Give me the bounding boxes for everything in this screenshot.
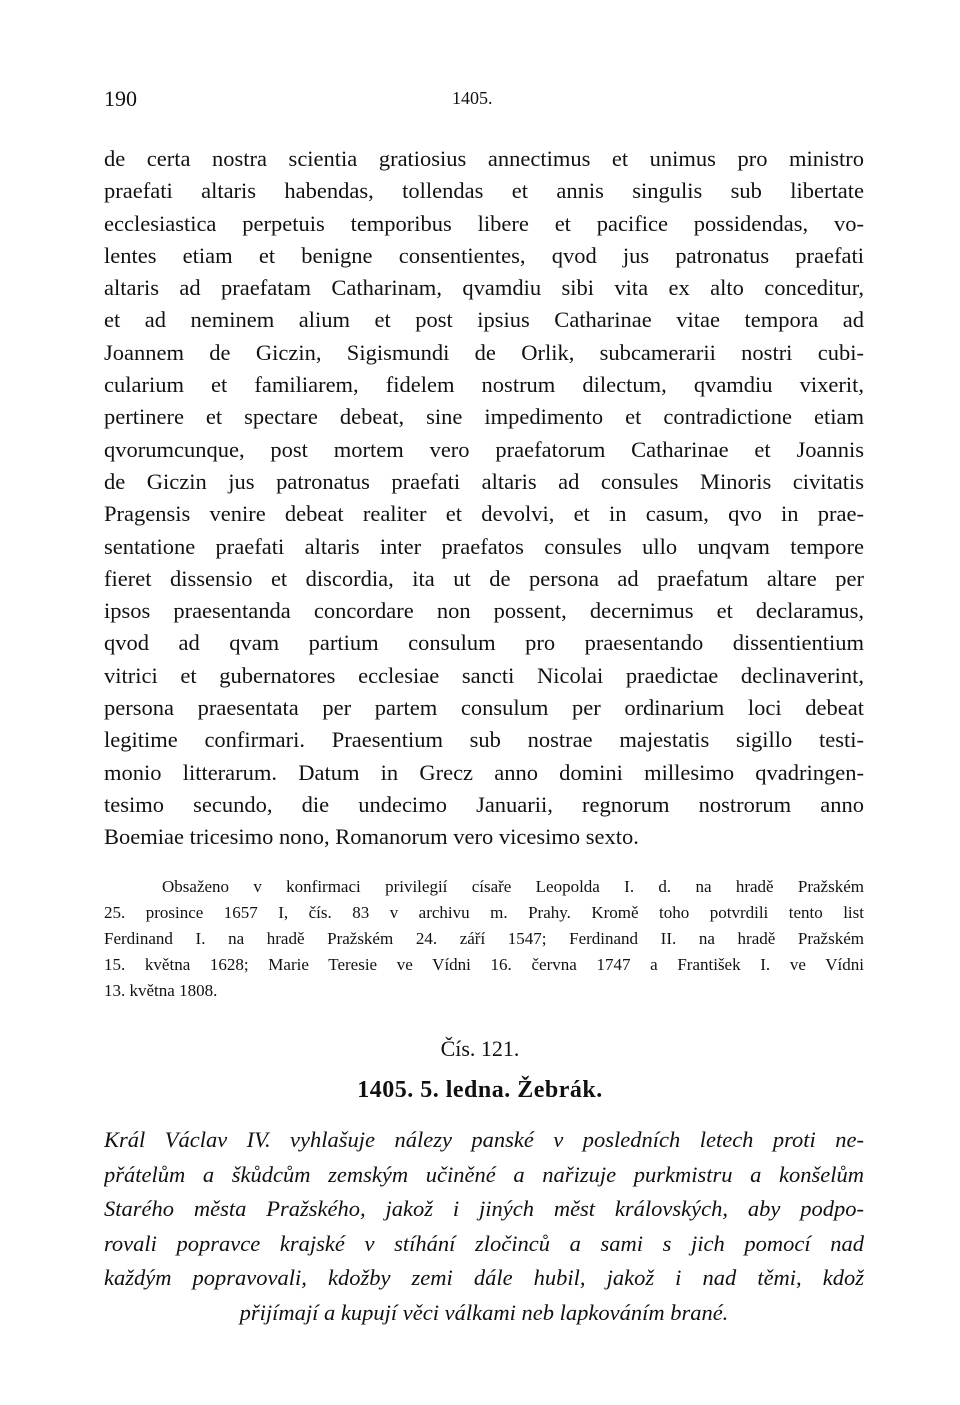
page-number: 190 [104, 86, 137, 111]
regest-line: přátelům a škůdcům zemským učiněné a nařizuje purkmistru a konšelům [104, 1161, 864, 1187]
text-line: ecclesiastica perpetuis temporibus libere et pacifice possidendas, vo- [104, 210, 864, 236]
text-line: praefati altaris habendas, tollendas et annis singulis sub libertate [104, 178, 864, 204]
text-line: ipsos praesentanda concordare non possent, decernimus et declaramus, [104, 598, 864, 624]
text-line: legitime confirmari. Praesentium sub nostrae majestatis sigillo testi- [104, 727, 864, 753]
regest-line: rovali popravce krajské v stíhání zločinců a sami s jich pomocí nad [104, 1230, 864, 1256]
regest-line: Král Václav IV. vyhlašuje nálezy panské v posledních letech proti ne- [104, 1127, 864, 1152]
regest-summary [104, 1123, 864, 1331]
text-line: tesimo secundo, die undecimo Januarii, regnorum nostrorum anno [104, 791, 864, 817]
text-line: Boemiae tricesimo nono, Romanorum vero vicesimo sexto. [104, 824, 639, 850]
note-line: 25. prosince 1657 I, čís. 83 v archivu m. Prahy. Kromě toho potvrdili tento list [104, 903, 864, 922]
text-line: de certa nostra scientia gratiosius annectimus et unimus pro ministro [104, 146, 864, 171]
charter-text [104, 143, 864, 854]
text-line: qvod ad qvam partium consulum pro praesentando dissentientium [104, 630, 864, 656]
page-header [104, 86, 864, 116]
document-number: Čís. 121. [440, 1036, 520, 1061]
note-line: 15. května 1628; Marie Teresie ve Vídni 16. června 1747 a František I. ve Vídni [104, 955, 864, 974]
text-line: Joannem de Giczin, Sigismundi de Orlik, subcamerarii nostri cubi- [104, 339, 864, 365]
text-line: et ad neminem alium et post ipsius Catharinae vitae tempora ad [104, 307, 864, 333]
text-line: vitrici et gubernatores ecclesiae sancti Nicolai praedictae declinaverint, [104, 662, 864, 688]
note-line: 13. května 1808. [104, 981, 218, 1000]
source-note [104, 874, 864, 1004]
text-line: persona praesentata per partem consulum per ordinarium loci debeat [104, 695, 864, 721]
text-line: altaris ad praefatam Catharinam, qvamdiu sibi vita ex alto conceditur, [104, 275, 864, 301]
text-line: cularium et familiarem, fidelem nostrum dilectum, qvamdiu vixerit, [104, 372, 864, 398]
text-line: fieret dissensio et discordia, ita ut de persona ad praefatum altare per [104, 565, 864, 591]
text-line: pertinere et spectare debeat, sine impedimento et contradictione etiam [104, 404, 864, 430]
regest-line: Starého města Pražského, jakož i jiných měst královských, aby podpo- [104, 1196, 864, 1222]
regest-line: přijímají a kupují věci válkami neb lapkováním brané. [239, 1299, 729, 1325]
running-head: 1405. [452, 88, 493, 108]
text-line: sentatione praefati altaris inter praefatos consules ullo unqvam tempore [104, 533, 864, 559]
text-line: lentes etiam et benigne consentientes, qvod jus patronatus praefati [104, 242, 864, 268]
text-line: qvorumcunque, post mortem vero praefatorum Catharinae et Joannis [104, 436, 864, 462]
note-line: Ferdinand I. na hradě Pražském 24. září 1547; Ferdinand II. na hradě Pražském [104, 929, 864, 948]
text-line: de Giczin jus patronatus praefati altaris ad consules Minoris civitatis [104, 468, 864, 494]
document-heading: 1405. 5. ledna. Žebrák. [357, 1077, 603, 1103]
text-line: monio litterarum. Datum in Grecz anno domini millesimo qvadringen- [104, 759, 864, 785]
text-line: Pragensis venire debeat realiter et devolvi, et in casum, qvo in prae- [104, 501, 864, 527]
note-line: Obsaženo v konfirmaci privilegií císaře Leopolda I. d. na hradě Pražském [162, 877, 864, 896]
regest-line: každým popravovali, kdožby zemi dále hubil, jakož i nad těmi, kdož [104, 1265, 864, 1291]
